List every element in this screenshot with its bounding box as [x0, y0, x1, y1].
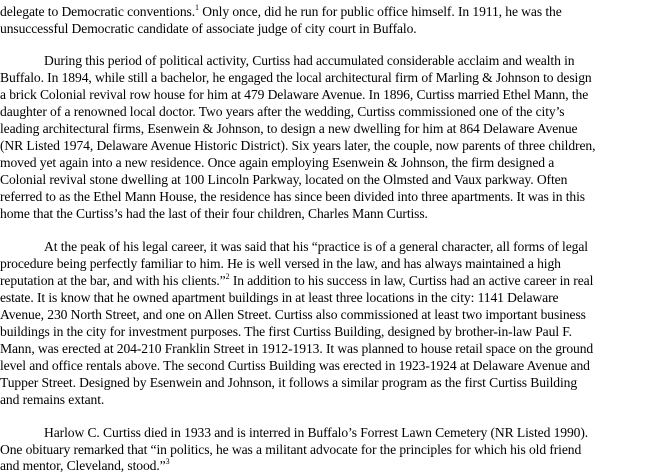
- text-line: procedure being perfectly familiar to him. He is well versed in the law, and has always maintained a high: [0, 256, 561, 271]
- line-text: In addition to his success in law, Curtiss had an active career in real: [229, 273, 594, 288]
- text-line: At the peak of his legal career, it was said that his “practice is of a general character, all forms of legal: [44, 239, 588, 254]
- text-line: buildings in the city for investment purposes. The first Curtiss Building, designed by brother-in-law Paul F.: [0, 324, 572, 339]
- text-line: (NR Listed 1974, Delaware Avenue Historic District). Six years later, the couple, now parents of three children,: [0, 138, 596, 153]
- line-text: reputation at the bar, and with his clients.”: [0, 273, 226, 288]
- footnote-marker: 2: [225, 272, 230, 281]
- text-line: home that the Curtiss’s had the last of their four children, Charles Mann Curtiss.: [0, 206, 428, 221]
- line-text: Only once, did he run for public office himself. In 1911, he was the: [198, 4, 562, 19]
- text-line: [0, 273, 593, 289]
- text-line: One obituary remarked that “in politics, he was a militant advocate for the principles for which his old friend: [0, 442, 582, 457]
- text-line: Mann, was erected at 204-210 Franklin Street in 1912-1913. It was planned to house retail space on the ground: [0, 341, 594, 356]
- text-line: During this period of political activity, Curtiss had accumulated considerable acclaim and wealth in: [44, 53, 575, 68]
- text-line: level and office rentals above. The second Curtiss Building was erected in 1923-1924 at Delaware Avenue and: [0, 358, 590, 373]
- text-line: Avenue, 230 North Street, and one on Allen Street. Curtiss also commissioned at least two important business: [0, 307, 586, 322]
- text-line: Buffalo. In 1894, while still a bachelor, he engaged the local architectural firm of Marling & Johnson to design: [0, 70, 592, 85]
- text-line: Colonial revival stone dwelling at 100 Lincoln Parkway, located on the Olmsted and Vaux parkway. Often: [0, 172, 568, 187]
- text-line: daughter of a renowned local doctor. Two years after the wedding, Curtiss commissioned one of the city’s: [0, 104, 565, 119]
- text-line: Tupper Street. Designed by Esenwein and Johnson, it follows a similar program as the first Curtiss Building: [0, 375, 578, 390]
- text-line: and remains extant.: [0, 392, 105, 407]
- footnote-marker: 3: [165, 457, 170, 466]
- text-line: unsuccessful Democratic candidate of associate judge of city court in Buffalo.: [0, 21, 417, 36]
- text-line: a brick Colonial revival row house for him at 479 Delaware Avenue. In 1896, Curtiss married Ethel Mann, the: [0, 87, 589, 102]
- footnote-marker: 1: [195, 3, 199, 12]
- text-line: leading architectural firms, Esenwein & Johnson, to design a new dwelling for him at 864 Delaware Avenue: [0, 121, 578, 136]
- line-text: delegate to Democratic conventions.: [0, 4, 196, 19]
- text-line: referred to as the Ethel Mann House, the residence has since been divided into three apartments. It was in this: [0, 189, 585, 204]
- text-line: estate. It is know that he owned apartment buildings in at least three locations in the city: 1141 Delaware: [0, 290, 559, 305]
- text-line: [0, 4, 562, 20]
- line-text: and mentor, Cleveland, stood.”: [0, 458, 166, 473]
- text-line: moved yet again into a new residence. Once again employing Esenwein & Johnson, the firm designed a: [0, 155, 555, 170]
- text-line: Harlow C. Curtiss died in 1933 and is interred in Buffalo’s Forrest Lawn Cemetery (NR Listed 1990).: [44, 425, 589, 440]
